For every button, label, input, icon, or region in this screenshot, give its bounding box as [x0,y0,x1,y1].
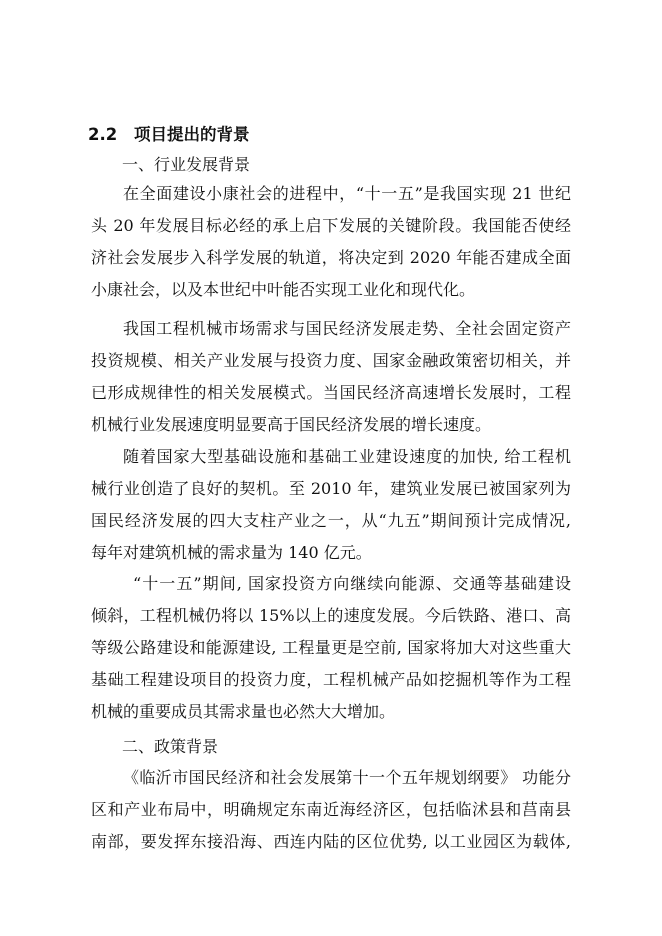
paragraph-line: 械行业创造了良好的契机。至 2010 年，建筑业发展已被国家列为 [91,479,571,498]
subheading-policy: 二、政策背景 [122,737,219,756]
paragraph-line: 在全面建设小康社会的进程中，“十一五”是我国实现 21 世纪 [123,184,571,203]
paragraph-4 [91,568,571,728]
paragraph-line: 随着国家大型基础设施和基础工业建设速度的加快, 给工程机 [123,447,571,466]
section-title: 项目提出的背景 [134,125,250,144]
paragraph-line: 南部，要发挥东接沿海、西连内陆的区位优势, 以工业园区为载体, [91,832,571,851]
paragraph-3 [91,441,571,569]
paragraph-line: 机械行业发展速度明显要高于国民经济发展的增长速度。 [91,415,492,434]
paragraph-line: 等级公路建设和能源建设, 工程量更是空前, 国家将加大对这些重大 [91,638,571,657]
paragraph-5 [91,762,571,858]
paragraph-2 [91,313,571,441]
paragraph-line: 机械的重要成员其需求量也必然大大增加。 [91,702,396,721]
paragraph-line: “十一五”期间, 国家投资方向继续向能源、交通等基础建设 [133,574,571,593]
paragraph-line: 投资规模、相关产业发展与投资力度、国家金融政策密切相关，并 [91,351,571,370]
paragraph-line: 《临沂市国民经济和社会发展第十一个五年规划纲要》 功能分 [123,768,571,787]
paragraph-line: 头 20 年发展目标必经的承上启下发展的关键阶段。我国能否使经 [91,216,571,235]
paragraph-line: 区和产业布局中，明确规定东南近海经济区，包括临沭县和莒南县 [91,800,571,819]
paragraph-line: 已形成规律性的相关发展模式。当国民经济高速增长发展时，工程 [91,383,571,402]
paragraph-line: 国民经济发展的四大支柱产业之一，从“九五”期间预计完成情况, [91,511,571,530]
subheading-industry: 一、行业发展背景 [122,155,251,174]
paragraph-line: 济社会发展步入科学发展的轨道，将决定到 2020 年能否建成全面 [91,248,571,267]
paragraph-line: 基础工程建设项目的投资力度，工程机械产品如挖掘机等作为工程 [91,670,571,689]
paragraph-line: 每年对建筑机械的需求量为 140 亿元。 [91,543,372,562]
paragraph-line: 倾斜，工程机械仍将以 15%以上的速度发展。今后铁路、港口、高 [91,606,571,625]
section-heading [88,121,250,145]
paragraph-1 [91,178,571,306]
section-number: 2.2 [88,125,118,144]
paragraph-line: 我国工程机械市场需求与国民经济发展走势、全社会固定资产 [123,319,571,338]
paragraph-line: 小康社会，以及本世纪中叶能否实现工业化和现代化。 [91,280,476,299]
